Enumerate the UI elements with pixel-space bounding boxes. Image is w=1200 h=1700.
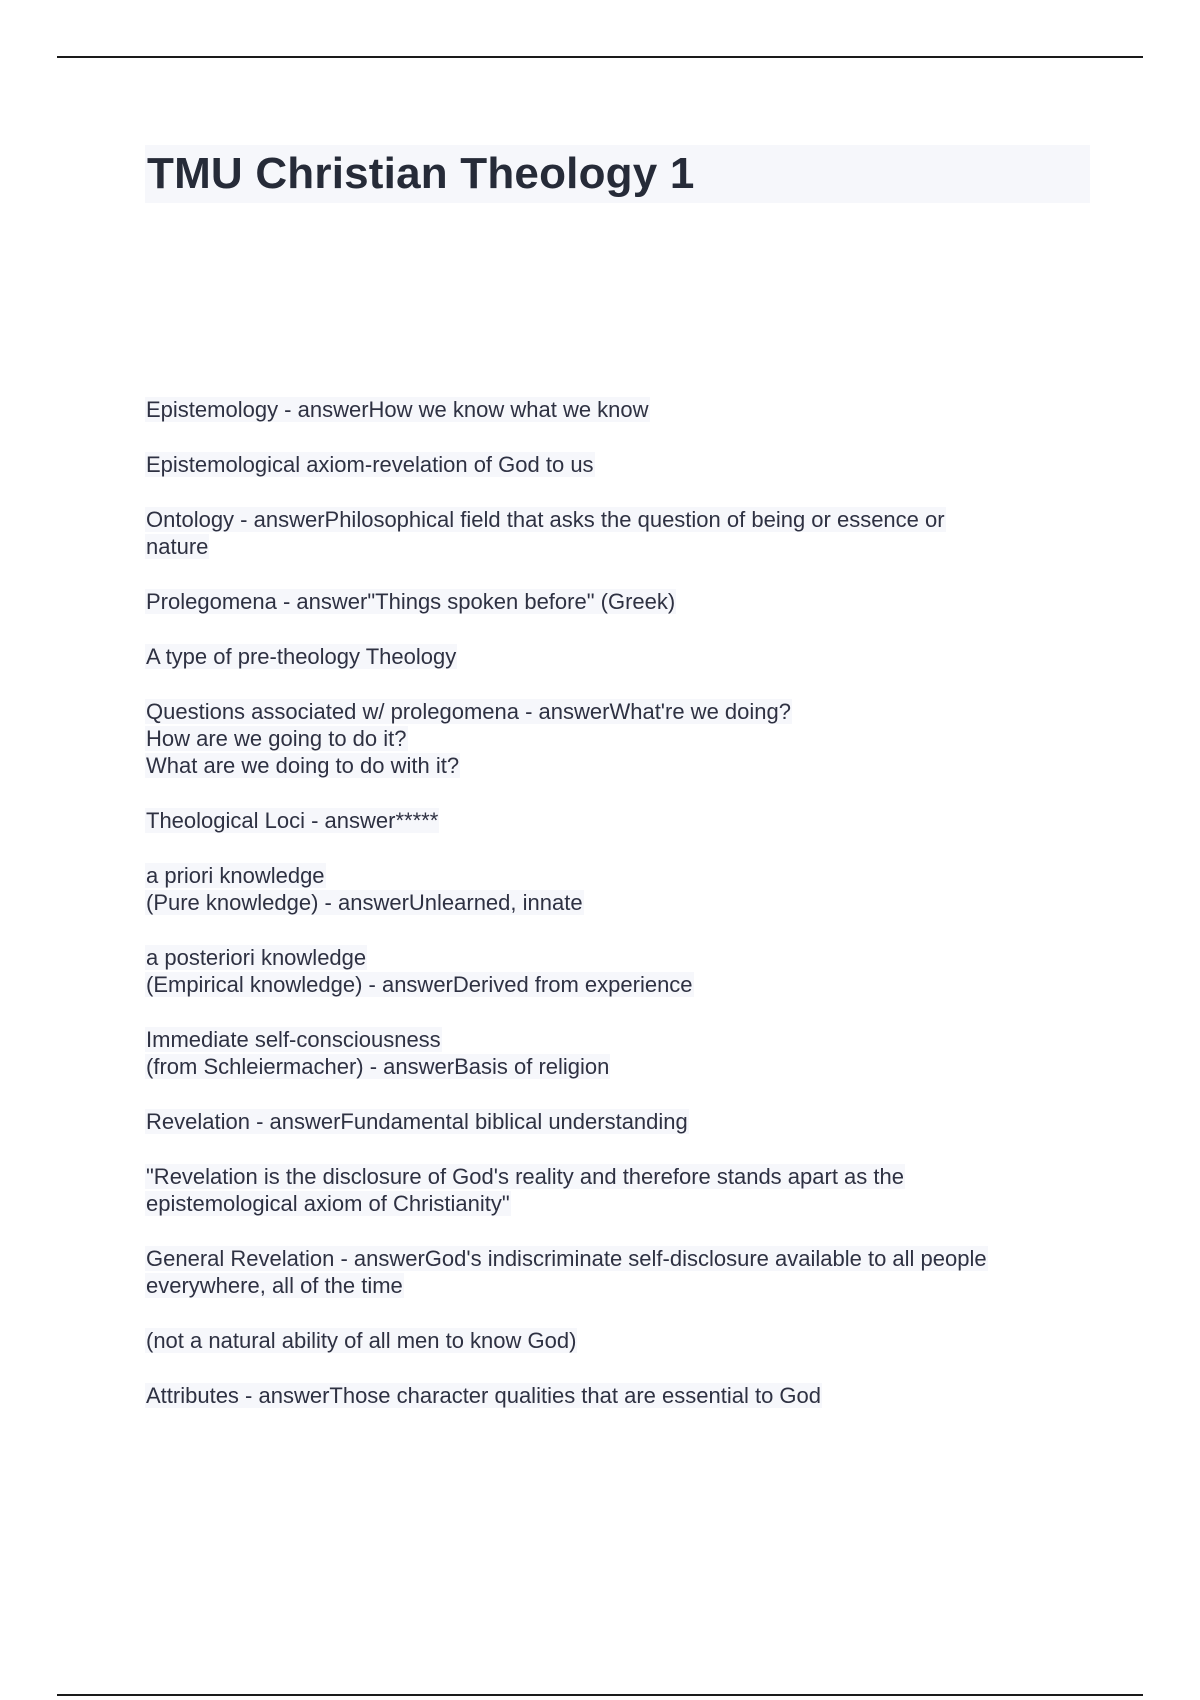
flashcard-line: a priori knowledge [146, 863, 325, 888]
flashcard-entry [145, 506, 1090, 560]
flashcard-entry [145, 643, 1090, 670]
flashcard-line: General Revelation - answerGod's indiscriminate self-disclosure available to all people [146, 1246, 987, 1271]
flashcard-line: Epistemological axiom-revelation of God to us [146, 452, 594, 477]
flashcard-entry [145, 1026, 1090, 1080]
flashcard-entry [145, 1245, 1090, 1299]
flashcard-line: nature [146, 534, 209, 559]
flashcard-line: (not a natural ability of all men to know God) [146, 1328, 577, 1353]
flashcard-entry [145, 396, 1090, 423]
flashcard-entry [145, 1163, 1090, 1217]
flashcard-line: (Empirical knowledge) - answerDerived from experience [146, 972, 693, 997]
flashcard-line: Attributes - answerThose character qualities that are essential to God [146, 1383, 822, 1408]
flashcard-line: "Revelation is the disclosure of God's reality and therefore stands apart as the [146, 1164, 904, 1189]
flashcard-entry [145, 451, 1090, 478]
page-title: TMU Christian Theology 1 [147, 149, 695, 198]
flashcard-list [145, 396, 1090, 1437]
flashcard-entry [145, 1108, 1090, 1135]
flashcard-entry [145, 1327, 1090, 1354]
flashcard-line: Immediate self-consciousness [146, 1027, 441, 1052]
flashcard-line: Revelation - answerFundamental biblical understanding [146, 1109, 688, 1134]
flashcard-line: A type of pre-theology Theology [146, 644, 457, 669]
flashcard-line: everywhere, all of the time [146, 1273, 403, 1298]
flashcard-entry [145, 862, 1090, 916]
flashcard-entry [145, 1382, 1090, 1409]
flashcard-line: Questions associated w/ prolegomena - answerWhat're we doing? [146, 699, 791, 724]
flashcard-line: a posteriori knowledge [146, 945, 367, 970]
top-divider [57, 56, 1143, 58]
flashcard-entry [145, 807, 1090, 834]
flashcard-line: (Pure knowledge) - answerUnlearned, innate [146, 890, 583, 915]
flashcard-line: Epistemology - answerHow we know what we know [146, 397, 649, 422]
flashcard-entry [145, 944, 1090, 998]
bottom-divider [57, 1694, 1143, 1696]
flashcard-entry [145, 698, 1090, 779]
flashcard-line: Theological Loci - answer***** [146, 808, 439, 833]
flashcard-entry [145, 588, 1090, 615]
flashcard-line: Prolegomena - answer"Things spoken before" (Greek) [146, 589, 676, 614]
flashcard-line: How are we going to do it? [146, 726, 407, 751]
flashcard-line: (from Schleiermacher) - answerBasis of religion [146, 1054, 610, 1079]
flashcard-line: Ontology - answerPhilosophical field that asks the question of being or essence or [146, 507, 945, 532]
flashcard-line: epistemological axiom of Christianity" [146, 1191, 510, 1216]
flashcard-line: What are we doing to do with it? [146, 753, 460, 778]
